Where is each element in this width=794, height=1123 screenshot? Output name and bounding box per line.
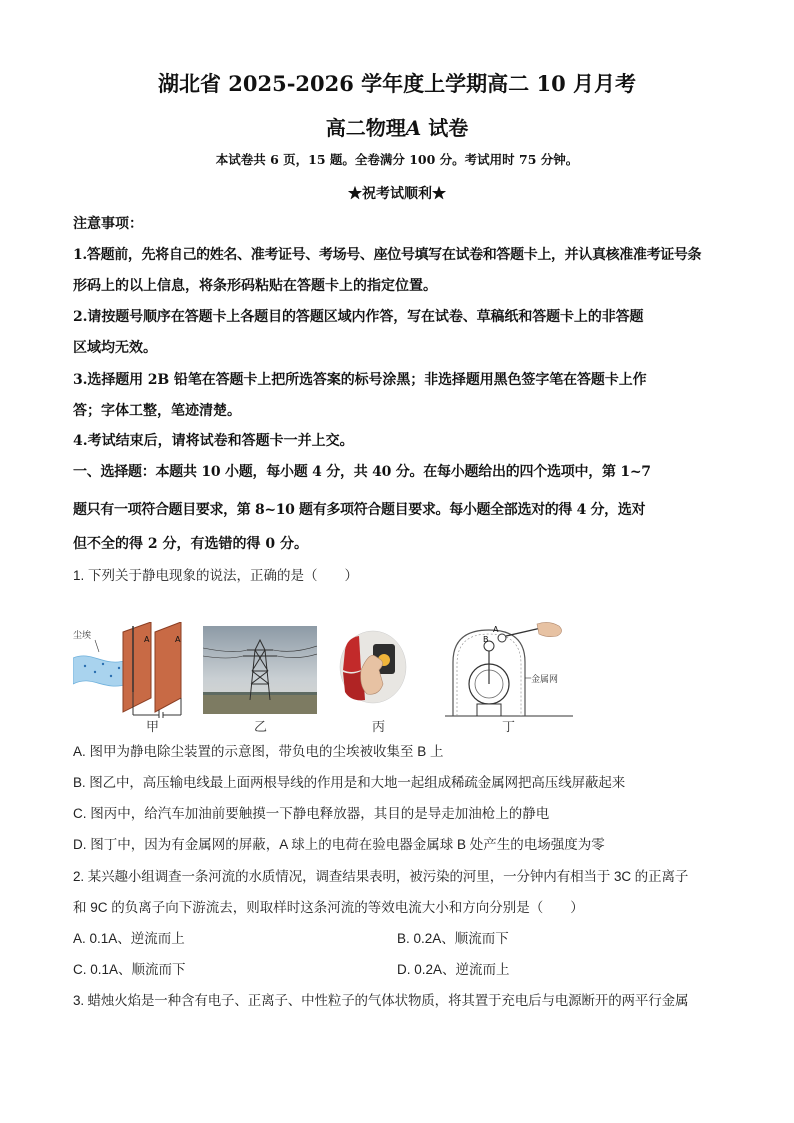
figure-caption-ding: 丁 — [502, 720, 516, 735]
q1-stem: 1. 下列关于静电现象的说法，正确的是（ ） — [73, 568, 359, 583]
figure-ding — [445, 622, 573, 718]
mesh-label: 金属网 — [531, 675, 559, 685]
exam-subtitle — [0, 112, 794, 141]
q1-option-d: D. 图丁中，因为有金属网的屏蔽，A 球上的电荷在验电器金属球 B 处产生的电场强度为零 — [73, 837, 605, 852]
q2-stem-line-1: 2. 某兴趣小组调查一条河流的水质情况，调查结果表明，被污染的河里，一分钟内有相当于 3C 的正离子 — [73, 869, 689, 884]
note-line-3: 2.请按题号顺序在答题卡上各题目的答题区域内作答，写在试卷、草稿纸和答题卡上的非答题 — [73, 309, 644, 325]
plate-label-1: A — [144, 635, 150, 644]
section1-line-3: 但不全的得 2 分，有选错的得 0 分。 — [73, 536, 308, 552]
exam-info: 本试卷共 6 页，15 题。全卷满分 100 分。考试用时 75 分钟。 — [215, 152, 579, 167]
note-line-2: 形码上的以上信息，将条形码粘贴在答题卡上的指定位置。 — [73, 278, 437, 294]
figure-yi — [203, 626, 317, 714]
exam-title: 湖北省 2025-2026 学年度上学期高二 10 月月考 — [157, 71, 637, 96]
figure-caption-bing: 丙 — [372, 720, 386, 735]
exam-wish: ★祝考试顺利★ — [348, 186, 446, 202]
q1-option-a: A. 图甲为静电除尘装置的示意图，带负电的尘埃被收集至 B 上 — [73, 744, 444, 759]
figure-bing — [339, 630, 407, 704]
subtitle-prefix: 高二物理 — [325, 116, 406, 140]
dust-label: 尘埃 — [73, 631, 92, 641]
hand-icon — [537, 622, 562, 636]
q2-option-b: B. 0.2A、顺流而下 — [397, 931, 509, 946]
q1-option-c: C. 图丙中，给汽车加油前要触摸一下静电释放器，其目的是导走加油枪上的静电 — [73, 806, 550, 821]
section1-line-2: 题只有一项符合题目要求，第 8~10 题有多项符合题目要求。每小题全部选对的得 4 分，选对 — [73, 502, 646, 518]
ball-a-label: A — [493, 625, 499, 634]
section1-line-1: 一、选择题：本题共 10 小题，每小题 4 分，共 40 分。在每小题给出的四个选项中，第 1~7 — [73, 464, 651, 480]
ball-b-label: B — [483, 635, 489, 644]
q2-option-c: C. 0.1A、顺流而下 — [73, 962, 186, 977]
note-line-6: 答；字体工整，笔迹清楚。 — [73, 403, 241, 419]
note-line-4: 区域均无效。 — [73, 340, 157, 356]
subtitle-letter: A — [405, 116, 422, 140]
note-line-1: 1.答题前，先将自己的姓名、准考证号、考场号、座位号填写在试卷和答题卡上，并认真核准准考证号条 — [73, 247, 702, 263]
figure-caption-jia: 甲 — [146, 720, 160, 735]
subtitle-suffix: 试卷 — [421, 116, 469, 140]
q3-stem: 3. 蜡烛火焰是一种含有电子、正离子、中性粒子的气体状物质，将其置于充电后与电源断开的两平行金属 — [73, 993, 689, 1008]
note-line-5: 3.选择题用 2B 铅笔在答题卡上把所选答案的标号涂黑；非选择题用黑色签字笔在答题卡上作 — [73, 372, 647, 388]
q2-stem-line-2: 和 9C 的负离子向下游流去，则取样时这条河流的等效电流大小和方向分别是（ ） — [73, 900, 584, 915]
q1-option-b: B. 图乙中，高压输电线最上面两根导线的作用是和大地一起组成稀疏金属网把高压线屏蔽起来 — [73, 775, 626, 790]
figure-jia — [73, 622, 193, 718]
figure-caption-yi: 乙 — [254, 720, 268, 735]
ball-a — [498, 634, 506, 642]
dust-stream — [73, 656, 128, 686]
q2-option-a: A. 0.1A、逆流而上 — [73, 931, 185, 946]
plate-label-2: A — [175, 635, 181, 644]
q2-option-d: D. 0.2A、逆流而上 — [397, 962, 510, 977]
notes-heading: 注意事项： — [73, 216, 143, 232]
note-line-7: 4.考试结束后，请将试卷和答题卡一并上交。 — [73, 433, 354, 449]
